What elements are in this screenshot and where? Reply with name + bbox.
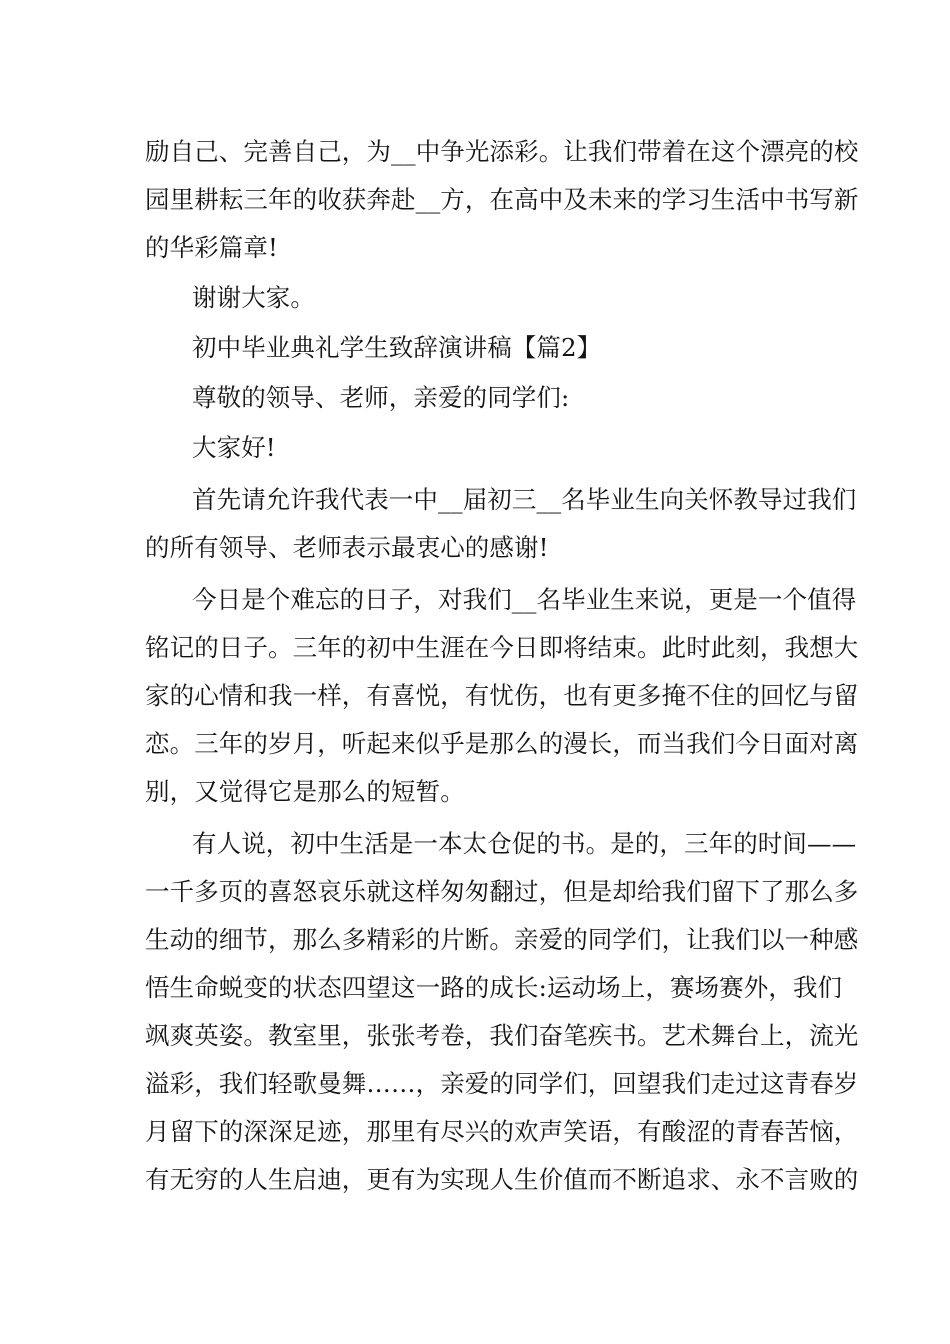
paragraph-line: 一千多页的喜怒哀乐就这样匆匆翻过，但是却给我们留下了那么多 [145, 877, 859, 906]
paragraph-line: 生动的细节，那么多精彩的片断。亲爱的同学们，让我们以一种感 [145, 925, 859, 954]
paragraph-line: 溢彩，我们轻歌曼舞……，亲爱的同学们，回望我们走过这青春岁 [145, 1069, 859, 1098]
paragraph-line: 铭记的日子。三年的初中生涯在今日即将结束。此时此刻，我想大 [145, 633, 859, 662]
paragraph-line: 飒爽英姿。教室里，张张考卷，我们奋笔疾书。艺术舞台上，流光 [145, 1021, 859, 1050]
paragraph-line: 悟生命蜕变的状态四望这一路的成长:运动场上，赛场赛外，我们 [145, 973, 843, 1002]
paragraph-line: 月留下的深深足迹，那里有尽兴的欢声笑语，有酸涩的青春苦恼， [145, 1117, 859, 1146]
section-title: 初中毕业典礼学生致辞演讲稿【篇2】 [192, 333, 602, 362]
paragraph-line: 恋。三年的岁月，听起来似乎是那么的漫长，而当我们今日面对离 [145, 729, 859, 758]
paragraph-line: 有无穷的人生启迪，更有为实现人生价值而不断追求、永不言败的 [145, 1165, 859, 1194]
paragraph-line: 的华彩篇章! [145, 233, 278, 262]
paragraph-line: 别，又觉得它是那么的短暂。 [145, 777, 465, 806]
paragraph-line: 的所有领导、老师表示最衷心的感谢! [145, 533, 549, 562]
paragraph-line: 园里耕耘三年的收获奔赴__方，在高中及未来的学习生活中书写新 [145, 185, 859, 214]
paragraph-line: 首先请允许我代表一中__届初三__名毕业生向关怀教导过我们 [192, 485, 857, 514]
greeting: 大家好! [192, 433, 276, 462]
closing-line: 谢谢大家。 [192, 283, 315, 312]
paragraph-line: 励自己、完善自己，为__中争光添彩。让我们带着在这个漂亮的校 [145, 137, 859, 166]
paragraph-line: 家的心情和我一样，有喜悦，有忧伤，也有更多掩不住的回忆与留 [145, 681, 859, 710]
salutation: 尊敬的领导、老师，亲爱的同学们: [192, 383, 570, 412]
paragraph-line: 有人说，初中生活是一本太仓促的书。是的，三年的时间—— [192, 829, 857, 858]
paragraph-line: 今日是个难忘的日子，对我们__名毕业生来说，更是一个值得 [192, 585, 857, 614]
